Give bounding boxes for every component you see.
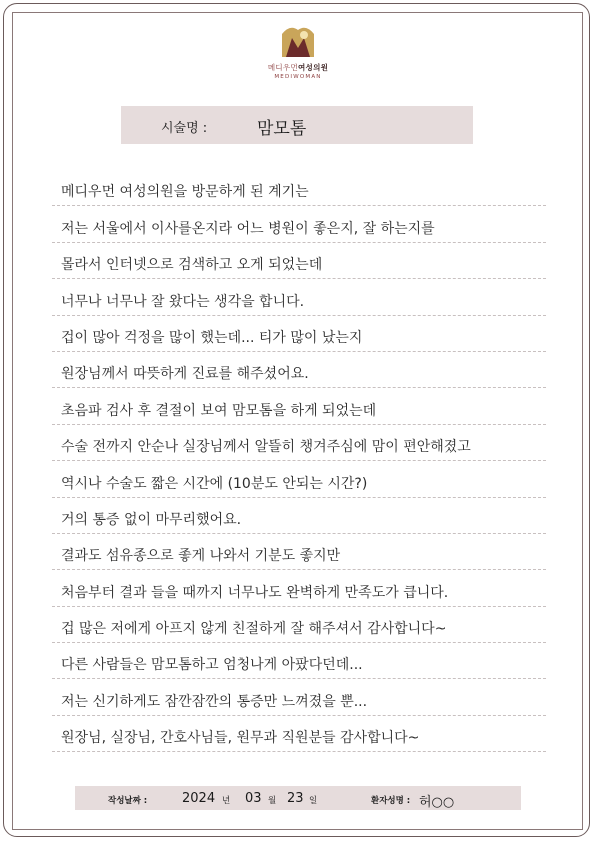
review-line (52, 643, 546, 679)
review-line-text: 메디우먼 여성의원을 방문하게 된 계기는 (61, 184, 309, 201)
review-line-text: 결과도 섬유종으로 좋게 나와서 기분도 좋지만 (61, 548, 341, 565)
review-line-text: 겁이 많아 걱정을 많이 했는데... 티가 많이 났는지 (61, 329, 363, 346)
logo-name-part2: 여성의원 (298, 63, 329, 72)
patient-name: 허○○ (419, 795, 455, 810)
date-year: 2024 (182, 791, 216, 806)
review-line-text: 원장님, 실장님, 간호사님들, 원무과 직원분들 감사합니다~ (61, 730, 420, 747)
review-line-text: 초음파 검사 후 결절이 보여 맘모톰을 하게 되었는데 (61, 402, 377, 419)
review-line-text: 역시나 수술도 짧은 시간에 (10분도 안되는 시간?) (61, 475, 368, 492)
review-line-text: 저는 신기하게도 잠깐잠깐의 통증만 느껴졌을 뿐... (61, 693, 368, 710)
review-line (52, 243, 546, 279)
review-line-text: 다른 사람들은 맘모톰하고 엄청나게 아팠다던데... (61, 657, 363, 674)
review-line (52, 570, 546, 606)
mediwoman-logo-icon (278, 24, 318, 60)
review-line-text: 수술 전까지 안순나 실장님께서 알뜰히 챙겨주심에 맘이 편안해졌고 (61, 439, 471, 456)
clinic-logo (250, 24, 346, 80)
date-month-unit: 월 (268, 796, 277, 806)
review-line (52, 352, 546, 388)
review-line (52, 425, 546, 461)
patient-name-label: 환자성명 : (371, 796, 411, 806)
review-line (52, 461, 546, 497)
date-label: 작성날짜 : (108, 796, 148, 806)
procedure-label: 시술명 : (161, 121, 208, 136)
review-line (52, 534, 546, 570)
review-line (52, 388, 546, 424)
review-line-text: 저는 서울에서 이사를온지라 어느 병원이 좋은지, 잘 하는지를 (61, 220, 435, 237)
date-month: 03 (245, 791, 262, 806)
review-line (52, 498, 546, 534)
review-line (52, 716, 546, 752)
procedure-box (121, 106, 473, 144)
review-line-text: 원장님께서 따뜻하게 진료를 해주셨어요. (61, 366, 309, 383)
logo-english-name: MEDIWOMAN (274, 74, 322, 80)
date-year-unit: 년 (222, 796, 231, 806)
logo-name-part1: 메디우먼 (267, 63, 298, 72)
review-line (52, 279, 546, 315)
logo-korean-name (250, 62, 346, 73)
review-line (52, 170, 546, 206)
procedure-value: 맘모톰 (257, 119, 307, 139)
review-line-text: 너무나 너무나 잘 왔다는 생각을 합니다. (61, 293, 305, 310)
review-line (52, 607, 546, 643)
review-line (52, 316, 546, 352)
review-text-lines (52, 170, 546, 752)
review-line-text: 거의 통증 없이 마무리했어요. (61, 511, 242, 528)
date-day-unit: 일 (309, 796, 318, 806)
review-line-text: 겁 많은 저에게 아프지 않게 친절하게 잘 해주셔서 감사합니다~ (61, 621, 447, 638)
review-line-text: 몰라서 인터넷으로 검색하고 오게 되었는데 (61, 257, 323, 274)
footer-signature-bar (75, 786, 521, 810)
review-line-text: 처음부터 결과 들을 때까지 너무나도 완벽하게 만족도가 큽니다. (61, 584, 449, 601)
review-line (52, 679, 546, 715)
date-day: 23 (287, 791, 304, 806)
review-line (52, 206, 546, 242)
